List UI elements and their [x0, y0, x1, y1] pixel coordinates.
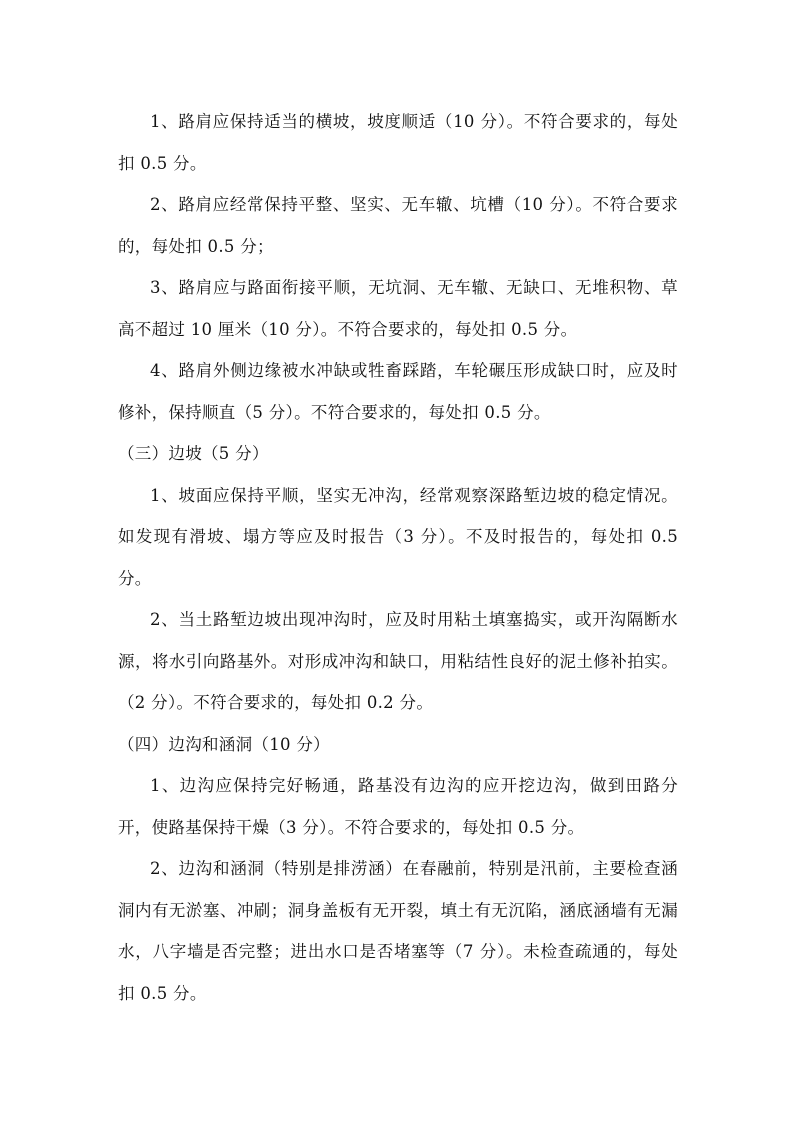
paragraph-shoulder-edge-repair: 4、路肩外侧边缘被水冲缺或牲畜踩踏，车轮碾压形成缺口时，应及时修补，保持顺直（5 分）。不符合要求的，每处扣 0.5 分。	[118, 361, 678, 422]
paragraph-shoulder-slope: 1、路肩应保持适当的横坡，坡度顺适（10 分）。不符合要求的，每处扣 0.5 分。	[118, 112, 678, 173]
paragraph-ditch-drainage: 1、边沟应保持完好畅通，路基没有边沟的应开挖边沟，做到田路分开，使路基保持干燥（3 分）。不符合要求的，每处扣 0.5 分。	[118, 776, 678, 837]
paragraph-shoulder-connection: 3、路肩应与路面衔接平顺，无坑洞、无车辙、无缺口、无堆积物、草高不超过 10 厘米（10 分）。不符合要求的，每处扣 0.5 分。	[118, 278, 678, 339]
section-heading-side-slope: （三）边坡（5 分）	[118, 444, 269, 463]
paragraph-slope-stability: 1、坡面应保持平顺，坚实无冲沟，经常观察深路堑边坡的稳定情况。如发现有滑坡、塌方等应及时报告（3 分）。不及时报告的，每处扣 0.5 分。	[118, 485, 678, 588]
paragraph-culvert-inspection: 2、边沟和涵洞（特别是排涝涵）在春融前，特别是汛前，主要检查涵洞内有无淤塞、冲刷；洞身盖板有无开裂，填土有无沉陷，涵底涵墙有无漏水，八字墙是否完整；进出水口是否堵塞等（7 分）。未检查疏通的，每处扣 0.5 分。	[118, 859, 678, 1003]
paragraph-slope-gully-repair: 2、当土路堑边坡出现冲沟时，应及时用粘土填塞捣实，或开沟隔断水源，将水引向路基外。对形成冲沟和缺口，用粘结性良好的泥土修补拍实。（2 分）。不符合要求的，每处扣 0.2 分。	[118, 610, 678, 712]
section-heading-ditch-culvert: （四）边沟和涵洞（10 分）	[118, 734, 330, 754]
document-body	[118, 101, 678, 1014]
paragraph-shoulder-flatness: 2、路肩应经常保持平整、坚实、无车辙、坑槽（10 分）。不符合要求的，每处扣 0.5 分；	[118, 195, 678, 256]
